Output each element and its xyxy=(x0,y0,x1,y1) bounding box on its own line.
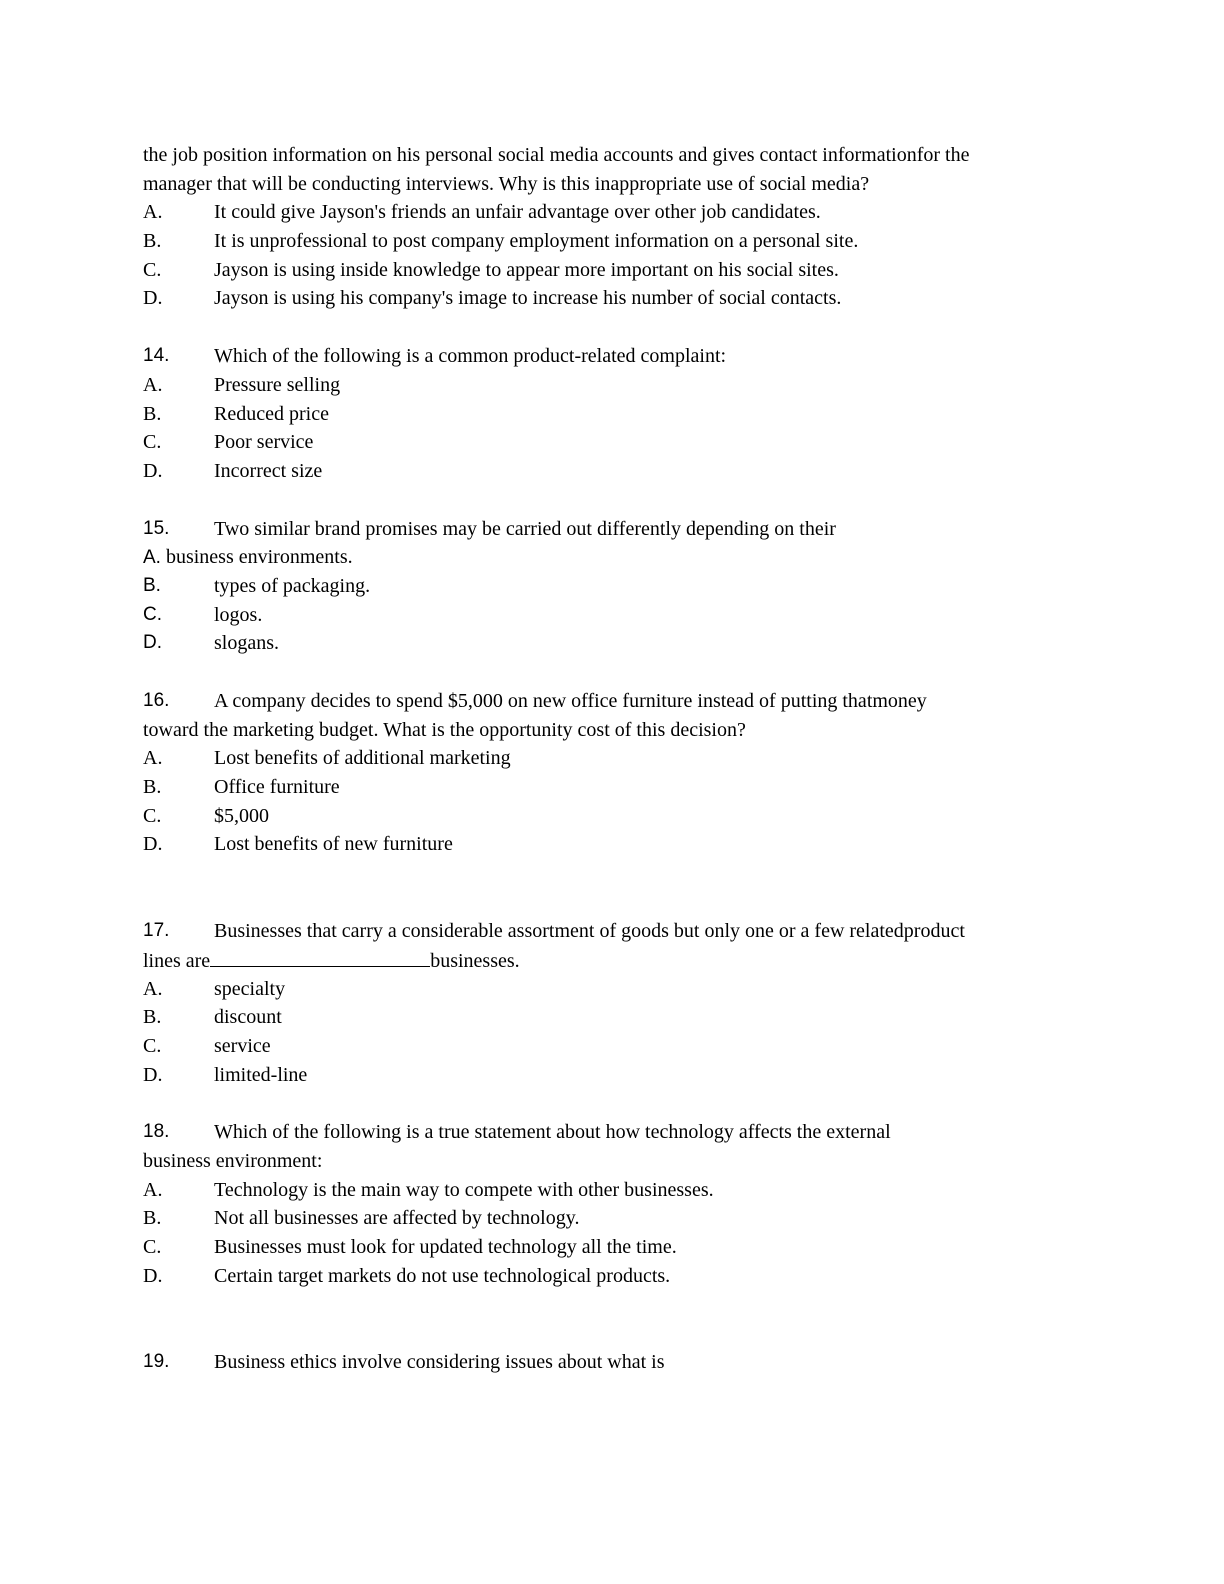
answer-option xyxy=(143,1003,1103,1032)
option-label: B. xyxy=(143,1207,162,1230)
answer-option xyxy=(143,371,1103,400)
answer-option xyxy=(143,198,1103,227)
option-text: Pressure selling xyxy=(214,373,341,396)
answer-option xyxy=(143,773,1103,802)
option-label: B. xyxy=(143,574,161,596)
option-label: C. xyxy=(143,1236,162,1258)
option-text: Lost benefits of additional marketing xyxy=(214,747,511,770)
option-text: Lost benefits of new furniture xyxy=(214,833,453,856)
option-text: types of packaging. xyxy=(214,574,371,597)
question-text-continuation xyxy=(143,946,1103,975)
option-label: D. xyxy=(143,1264,163,1287)
question-text-continuation: toward the marketing budget. What is the opportunity cost of this decision? xyxy=(143,718,746,741)
option-label: B. xyxy=(143,230,162,253)
question-14 xyxy=(143,342,1103,371)
question-continuation-line: manager that will be conducting interviews. Why is this inappropriate use of social media? xyxy=(143,172,870,195)
option-text: Office furniture xyxy=(214,776,340,799)
option-label: A. xyxy=(143,747,163,770)
option-label: C. xyxy=(143,431,162,454)
option-text: specialty xyxy=(214,977,286,1000)
question-text-continuation: business environment: xyxy=(143,1149,323,1172)
answer-option xyxy=(143,457,1103,486)
answer-option xyxy=(143,1204,1103,1233)
option-text: Businesses must look for updated technology all the time. xyxy=(214,1236,677,1258)
option-label: A. xyxy=(143,977,163,1000)
question-number: 17. xyxy=(143,920,170,942)
answer-option xyxy=(143,428,1103,457)
answer-option xyxy=(143,975,1103,1004)
option-label: D. xyxy=(143,287,163,310)
answer-option xyxy=(143,629,1103,658)
answer-option xyxy=(143,830,1103,859)
option-text: discount xyxy=(214,1006,282,1029)
option-text: Technology is the main way to compete with other businesses. xyxy=(214,1178,714,1201)
answer-option xyxy=(143,1032,1103,1061)
option-text: limited-line xyxy=(214,1063,308,1086)
question-18 xyxy=(143,1118,1103,1147)
question-text: Which of the following is a true statement about how technology affects the external xyxy=(214,1121,891,1144)
answer-option xyxy=(143,1233,1103,1262)
answer-option xyxy=(143,744,1103,773)
answer-option xyxy=(143,802,1103,831)
option-text: Incorrect size xyxy=(214,459,323,482)
option-label: D. xyxy=(143,459,163,482)
option-text: Poor service xyxy=(214,431,314,454)
answer-option xyxy=(143,543,1103,572)
question-15 xyxy=(143,515,1103,544)
question-text: Business ethics involve considering issues about what is xyxy=(214,1351,665,1374)
option-text: It is unprofessional to post company employment information on a personal site. xyxy=(214,230,859,253)
question-text: Businesses that carry a considerable assortment of goods but only one or a few relatedproduct xyxy=(214,920,965,943)
answer-option xyxy=(143,1262,1103,1291)
option-label: B. xyxy=(143,776,162,799)
answer-option xyxy=(143,284,1103,313)
option-text: Reduced price xyxy=(214,402,329,425)
option-label: C. xyxy=(143,258,162,281)
option-text: $5,000 xyxy=(214,804,269,827)
answer-option xyxy=(143,227,1103,256)
option-label: B. xyxy=(143,1006,162,1029)
answer-option xyxy=(143,256,1103,285)
option-text: logos. xyxy=(214,603,263,626)
option-label: C. xyxy=(143,804,162,827)
question-16 xyxy=(143,687,1103,716)
option-label: A. xyxy=(143,373,163,396)
option-text: Jayson is using inside knowledge to appear more important on his social sites. xyxy=(214,258,839,281)
option-text: slogans. xyxy=(214,632,279,655)
option-text: Certain target markets do not use technological products. xyxy=(214,1264,671,1287)
answer-option xyxy=(143,1176,1103,1205)
question-text-before-blank: lines are xyxy=(143,949,211,972)
question-text: Which of the following is a common product-related complaint: xyxy=(214,345,727,368)
question-number: 14. xyxy=(143,345,170,367)
question-number: 16. xyxy=(143,690,170,711)
question-text: A company decides to spend $5,000 on new office furniture instead of putting thatmoney xyxy=(214,690,927,712)
question-number: 19. xyxy=(143,1351,170,1373)
question-continuation-line: the job position information on his personal social media accounts and gives contact informationfor the xyxy=(143,144,970,166)
question-text: Two similar brand promises may be carried out differently depending on their xyxy=(214,517,836,540)
option-text: Jayson is using his company's image to increase his number of social contacts. xyxy=(214,287,842,310)
question-text-after-blank: businesses. xyxy=(430,949,520,972)
answer-option xyxy=(143,601,1103,630)
option-label: C. xyxy=(143,603,162,625)
option-label: A. xyxy=(143,547,161,569)
option-text: business environments. xyxy=(160,546,353,569)
option-label: B. xyxy=(143,402,162,425)
option-text: Not all businesses are affected by technology. xyxy=(214,1207,580,1230)
option-label: A. xyxy=(143,1178,163,1201)
answer-option xyxy=(143,572,1103,601)
fill-in-blank xyxy=(210,946,430,967)
option-label: D. xyxy=(143,632,162,654)
answer-option xyxy=(143,1061,1103,1090)
question-number: 15. xyxy=(143,517,170,539)
question-19 xyxy=(143,1348,1103,1377)
option-text: service xyxy=(214,1034,271,1057)
option-text: It could give Jayson's friends an unfair advantage over other job candidates. xyxy=(214,201,821,224)
question-number: 18. xyxy=(143,1121,170,1143)
option-label: C. xyxy=(143,1034,162,1057)
option-label: D. xyxy=(143,833,163,856)
answer-option xyxy=(143,400,1103,429)
option-label: D. xyxy=(143,1063,163,1086)
question-17 xyxy=(143,917,1103,946)
option-label: A. xyxy=(143,201,163,224)
page-content xyxy=(143,141,1103,1377)
